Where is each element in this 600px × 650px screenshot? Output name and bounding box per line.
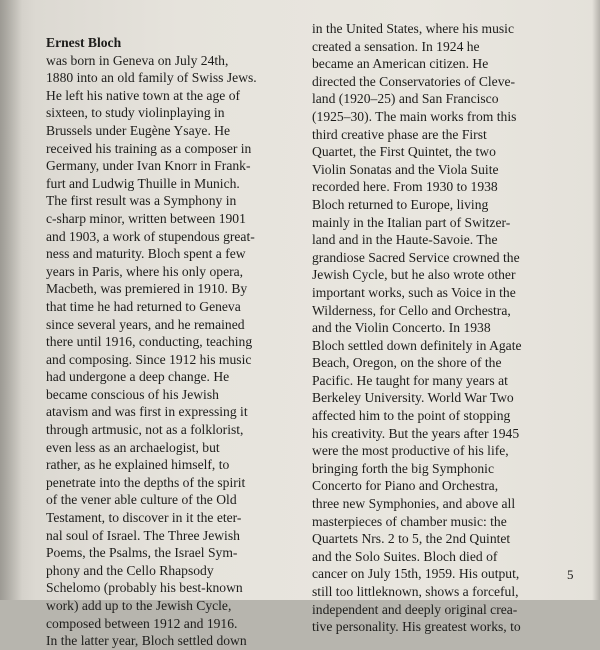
text-line: recorded here. From 1930 to 1938: [312, 179, 498, 195]
text-line: composed between 1912 and 1916.: [46, 615, 238, 631]
text-line: nal soul of Israel. The Three Jewish: [46, 527, 240, 543]
text-line: Schelomo (probably his best-known: [46, 580, 243, 596]
text-line: land and in the Haute-Savoie. The: [312, 232, 498, 248]
text-line: He left his native town at the age of: [46, 87, 241, 103]
text-line: were the most productive of his life,: [312, 443, 509, 459]
text-line: Germany, under Ivan Knorr in Frank-: [46, 158, 251, 174]
text-line: had undergone a deep change. He: [46, 369, 230, 385]
text-line: there until 1916, conducting, teaching: [46, 334, 253, 350]
text-line: and the Solo Suites. Bloch died of: [312, 548, 498, 564]
text-line: Berkeley University. World War Two: [312, 390, 514, 406]
text-line: work) add up to the Jewish Cycle,: [46, 598, 232, 613]
text-line: directed the Conservatories of Cleve-: [312, 73, 516, 89]
text-line: third creative phase are the First: [312, 126, 487, 142]
text-line: became conscious of his Jewish: [46, 386, 219, 402]
text-line: through artmusic, not as a folklorist,: [46, 422, 244, 438]
text-line: ness and maturity. Bloch spent a few: [46, 246, 246, 262]
text-line: received his training as a composer in: [46, 140, 252, 156]
text-line: rather, as he explained himself, to: [46, 457, 230, 473]
text-line: 1880 into an old family of Swiss Jews.: [46, 70, 257, 86]
text-line: In the latter year, Bloch settled down: [46, 633, 247, 649]
text-line: three new Symphonies, and above all: [312, 496, 516, 512]
text-line: bringing forth the big Symphonic: [312, 460, 494, 476]
text-line: Quartets Nrs. 2 to 5, the 2nd Quintet: [312, 531, 511, 547]
left-column: [46, 34, 301, 650]
text-line: was born in Geneva on July 24th,: [46, 52, 229, 68]
text-line: that time he had returned to Geneva: [46, 298, 241, 314]
text-line: Quartet, the First Quintet, the two: [312, 144, 496, 160]
text-line: Poems, the Psalms, the Israel Sym-: [46, 545, 238, 561]
text-line: created a sensation. In 1924 he: [312, 38, 480, 54]
text-line: became an American citizen. He: [312, 56, 489, 72]
text-line: of the vener able culture of the Old: [46, 492, 237, 508]
text-line: c-sharp minor, written between 1901: [46, 210, 246, 226]
text-line: and composing. Since 1912 his music: [46, 351, 252, 367]
text-line: important works, such as Voice in the: [312, 284, 516, 300]
text-line: Pacific. He taught for many years at: [312, 372, 508, 388]
text-line: Wilderness, for Cello and Orchestra,: [312, 302, 511, 318]
text-line: Violin Sonatas and the Viola Suite: [312, 161, 499, 177]
text-line: his creativity. But the years after 1945: [312, 425, 520, 441]
text-line: (1925–30). The main works from this: [312, 108, 517, 124]
text-line: since several years, and he remained: [46, 316, 245, 332]
text-line: tive personality. His greatest works, to: [312, 619, 521, 635]
text-line: The first result was a Symphony in: [46, 193, 237, 209]
text-line: cancer on July 15th, 1959. His output,: [312, 566, 520, 582]
text-line: mainly in the Italian part of Switzer-: [312, 214, 511, 230]
text-line: furt and Ludwig Thuille in Munich.: [46, 175, 240, 191]
text-line: sixteen, to study violinplaying in: [46, 105, 225, 121]
text-line: still too littleknown, shows a forceful,: [312, 584, 519, 599]
text-line: Brussels under Eugène Ysaye. He: [46, 122, 231, 138]
text-line: Jewish Cycle, but he also wrote other: [312, 267, 516, 283]
text-line: grandiose Sacred Service crowned the: [312, 249, 520, 265]
text-line: Testament, to discover in it the eter-: [46, 510, 242, 526]
text-line: and the Violin Concerto. In 1938: [312, 320, 491, 336]
text-line: affected him to the point of stopping: [312, 408, 511, 424]
text-line: phony and the Cello Rhapsody: [46, 562, 214, 578]
spine-shadow: [0, 0, 22, 600]
text-line: even less as an archaelogist, but: [46, 439, 220, 455]
text-line: independent and deeply original crea-: [312, 601, 518, 617]
page-edge-shadow: [592, 0, 600, 600]
page-number: 5: [567, 567, 574, 582]
text-line: Macbeth, was premiered in 1910. By: [46, 281, 248, 297]
text-line: masterpieces of chamber music: the: [312, 513, 507, 529]
text-line: years in Paris, where his only opera,: [46, 263, 244, 279]
text-line: penetrate into the depths of the spirit: [46, 474, 246, 490]
text-line: atavism and was first in expressing it: [46, 404, 248, 420]
text-line: Bloch settled down definitely in Agate: [312, 337, 522, 353]
text-line: Beach, Oregon, on the shore of the: [312, 355, 502, 371]
text-line: in the United States, where his music: [312, 21, 514, 36]
text-line: and 1903, a work of stupendous great-: [46, 228, 255, 244]
text-line: land (1920–25) and San Francisco: [312, 91, 499, 107]
text-line: Concerto for Piano and Orchestra,: [312, 478, 499, 494]
right-column: [312, 20, 582, 636]
article-heading: Ernest Bloch: [46, 35, 122, 50]
text-line: Bloch returned to Europe, living: [312, 196, 489, 212]
